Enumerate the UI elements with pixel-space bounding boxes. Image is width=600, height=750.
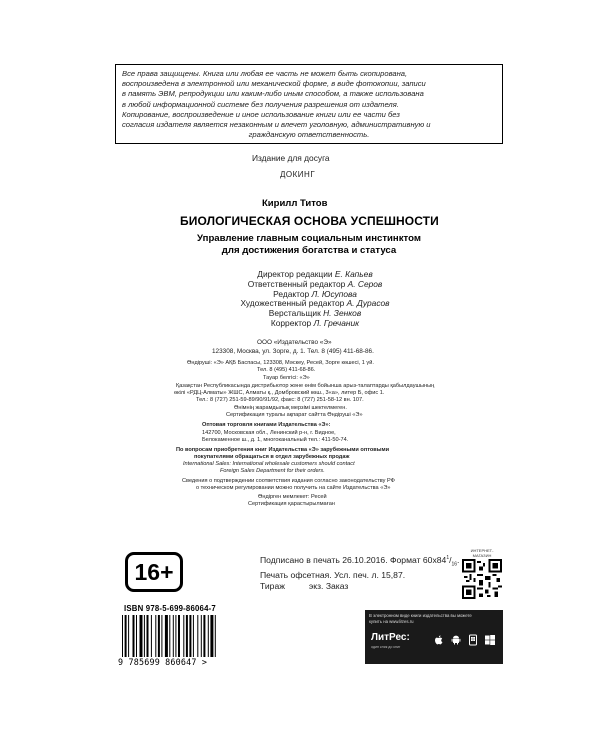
author-name: Кирилл Титов [262,198,328,209]
litres-promo [365,610,503,664]
litres-promo-line: В электронном виде книги издательства вы можете [369,613,472,618]
litres-promo-line: купить на www.litres.ru [369,618,414,624]
conformity-line: Өндірген мемлекет: Ресей [258,494,327,500]
credit-name: Е. Капьев [334,269,373,279]
age-rating-badge: 16+ [125,552,183,592]
foreign-line: По вопросам приобретения книг Издательства «Э» зарубежными оптовыми [176,447,390,453]
apple-icon [433,634,445,646]
wholesale-line: 142700, Московская обл., Ленинский р-н, г. Видное, [202,430,336,436]
credit-role: Художественный редактор [240,298,345,309]
copyright-notice [115,64,503,144]
kz-importer: өкілі «РДЦ-Алматы» ЖШС, Алматы қ., Домбровский көш., 3«а», литер Б, офис 1. [174,390,385,396]
credit-role: Ответственный редактор [247,278,346,289]
kz-trademark: Тауар белгісі: «Э» [263,375,310,381]
windows-icon [484,634,496,646]
foreign-line: покупателями обращаться в отдел зарубежных продаж [194,454,350,460]
notice-line: в любой информационной системе без получения разрешения от издателя. [122,99,399,109]
kz-cert: Сертификация туралы ақпарат сайтта Өндіруші «Э» [226,412,363,418]
printing-signed: Подписано в печать 26.10.2016. Формат $60x84^1/_{16}$. [260,554,460,568]
conformity-line: Сведения о подтверждении соответствия издания согласно законодательству РФ [182,478,395,484]
publisher-name: ООО «Издательство «Э» [257,339,332,346]
credit-row [210,319,420,329]
credit-role: Верстальщик [268,308,321,319]
notice-line: гражданскую ответственность. [248,130,370,140]
litres-tagline: один клик до книг [371,645,401,649]
notice-line: в память ЭВМ, репродукции или каким-либо иным способом, а также использована [122,89,424,99]
conformity-line: Сертификация қарастырылмаған [248,501,335,507]
foreign-line: Foreign Sales Department for their orders. [220,468,325,474]
isbn: ISBN 978-5-699-86064-7 [124,604,216,613]
subtitle-line: Управление главным социальным инстинктом [197,233,421,244]
credit-name: Л. Юсупова [311,288,357,299]
subtitle-line: для достижения богатства и статуса [221,245,397,256]
publisher-address: 123308, Москва, ул. Зорге, д. 1. Тел. 8 (495) 411-68-86. [212,348,374,355]
printing-details [260,553,459,591]
barcode-digits: 9 785699 860647 > [118,657,208,667]
credit-name: Л. Гречаник [313,317,360,328]
edition-type: Издание для досуга [252,153,330,163]
credit-role: Директор редакции [257,269,333,279]
credits-list [210,270,420,329]
printing-paper: Печать офсетная. Усл. печ. л. 15,87. [260,570,406,581]
notice-line: согласия издателя является незаконным и влечет уголовную, административную и [122,120,431,130]
kz-importer: Тел.: 8 (727) 251-59-89/90/91/92, факс: 8 (727) 251-58-12 вн. 107. [196,397,364,403]
credit-name: А. Дурасов [346,298,390,309]
litres-logo: ЛитРес: [371,632,410,643]
kz-phone: Тел. 8 (495) 411-68-86. [257,367,316,373]
credit-role: Редактор [273,288,310,299]
notice-line: Копирование, воспроизведение и иное использование книги или ее части без [122,109,400,119]
notice-line: воспроизведена в электронной или механической форме, в виде фотокопии, записи [122,79,426,89]
credit-name: Н. Зенков [323,308,362,319]
qr-block [462,548,502,604]
kz-validity: Өнімнің жарамдылық мерзімі шектелмеген. [234,405,347,411]
kz-address: Өндіруші: «Э» АҚБ Баспасы, 123308, Мәскеу, Ресей, Зорге көшесі, 1 үй. [187,360,374,366]
printing-run: Тираж экз. Заказ [260,580,349,591]
book-subtitle [178,233,440,257]
android-icon [450,634,462,646]
kz-importer: Қазақстан Республикасында дистрибьютор және өнім бойынша арыз-талаптарды қабылдаушының [176,383,435,389]
wholesale-line: Белокаменное ш., д. 1, многоканальный тел.: 411-50-74. [202,437,349,443]
foreign-line: International Sales: International wholesale customers should contact [183,461,355,467]
wholesale-heading: Оптовая торговля книгами Издательства «Э»: [202,422,331,428]
notice-line: Все права защищены. Книга или любая ее часть не может быть скопирована, [122,69,408,78]
credit-role: Корректор [270,317,312,328]
litres-promo-text [365,610,503,624]
windows-phone-icon [467,634,479,646]
series-name: ДОКИНГ [280,170,316,179]
book-title: БИОЛОГИЧЕСКАЯ ОСНОВА УСПЕШНОСТИ [180,214,439,228]
qr-caption: ИНТЕРНЕТ-МАГАЗИН [470,548,494,558]
platform-icons [433,634,496,646]
qr-code-icon [462,559,502,599]
credit-name: А. Серов [347,278,383,289]
barcode-icon [120,615,232,657]
conformity-line: о техническом регулировании можно получить на сайте Издательства «Э» [196,485,391,491]
